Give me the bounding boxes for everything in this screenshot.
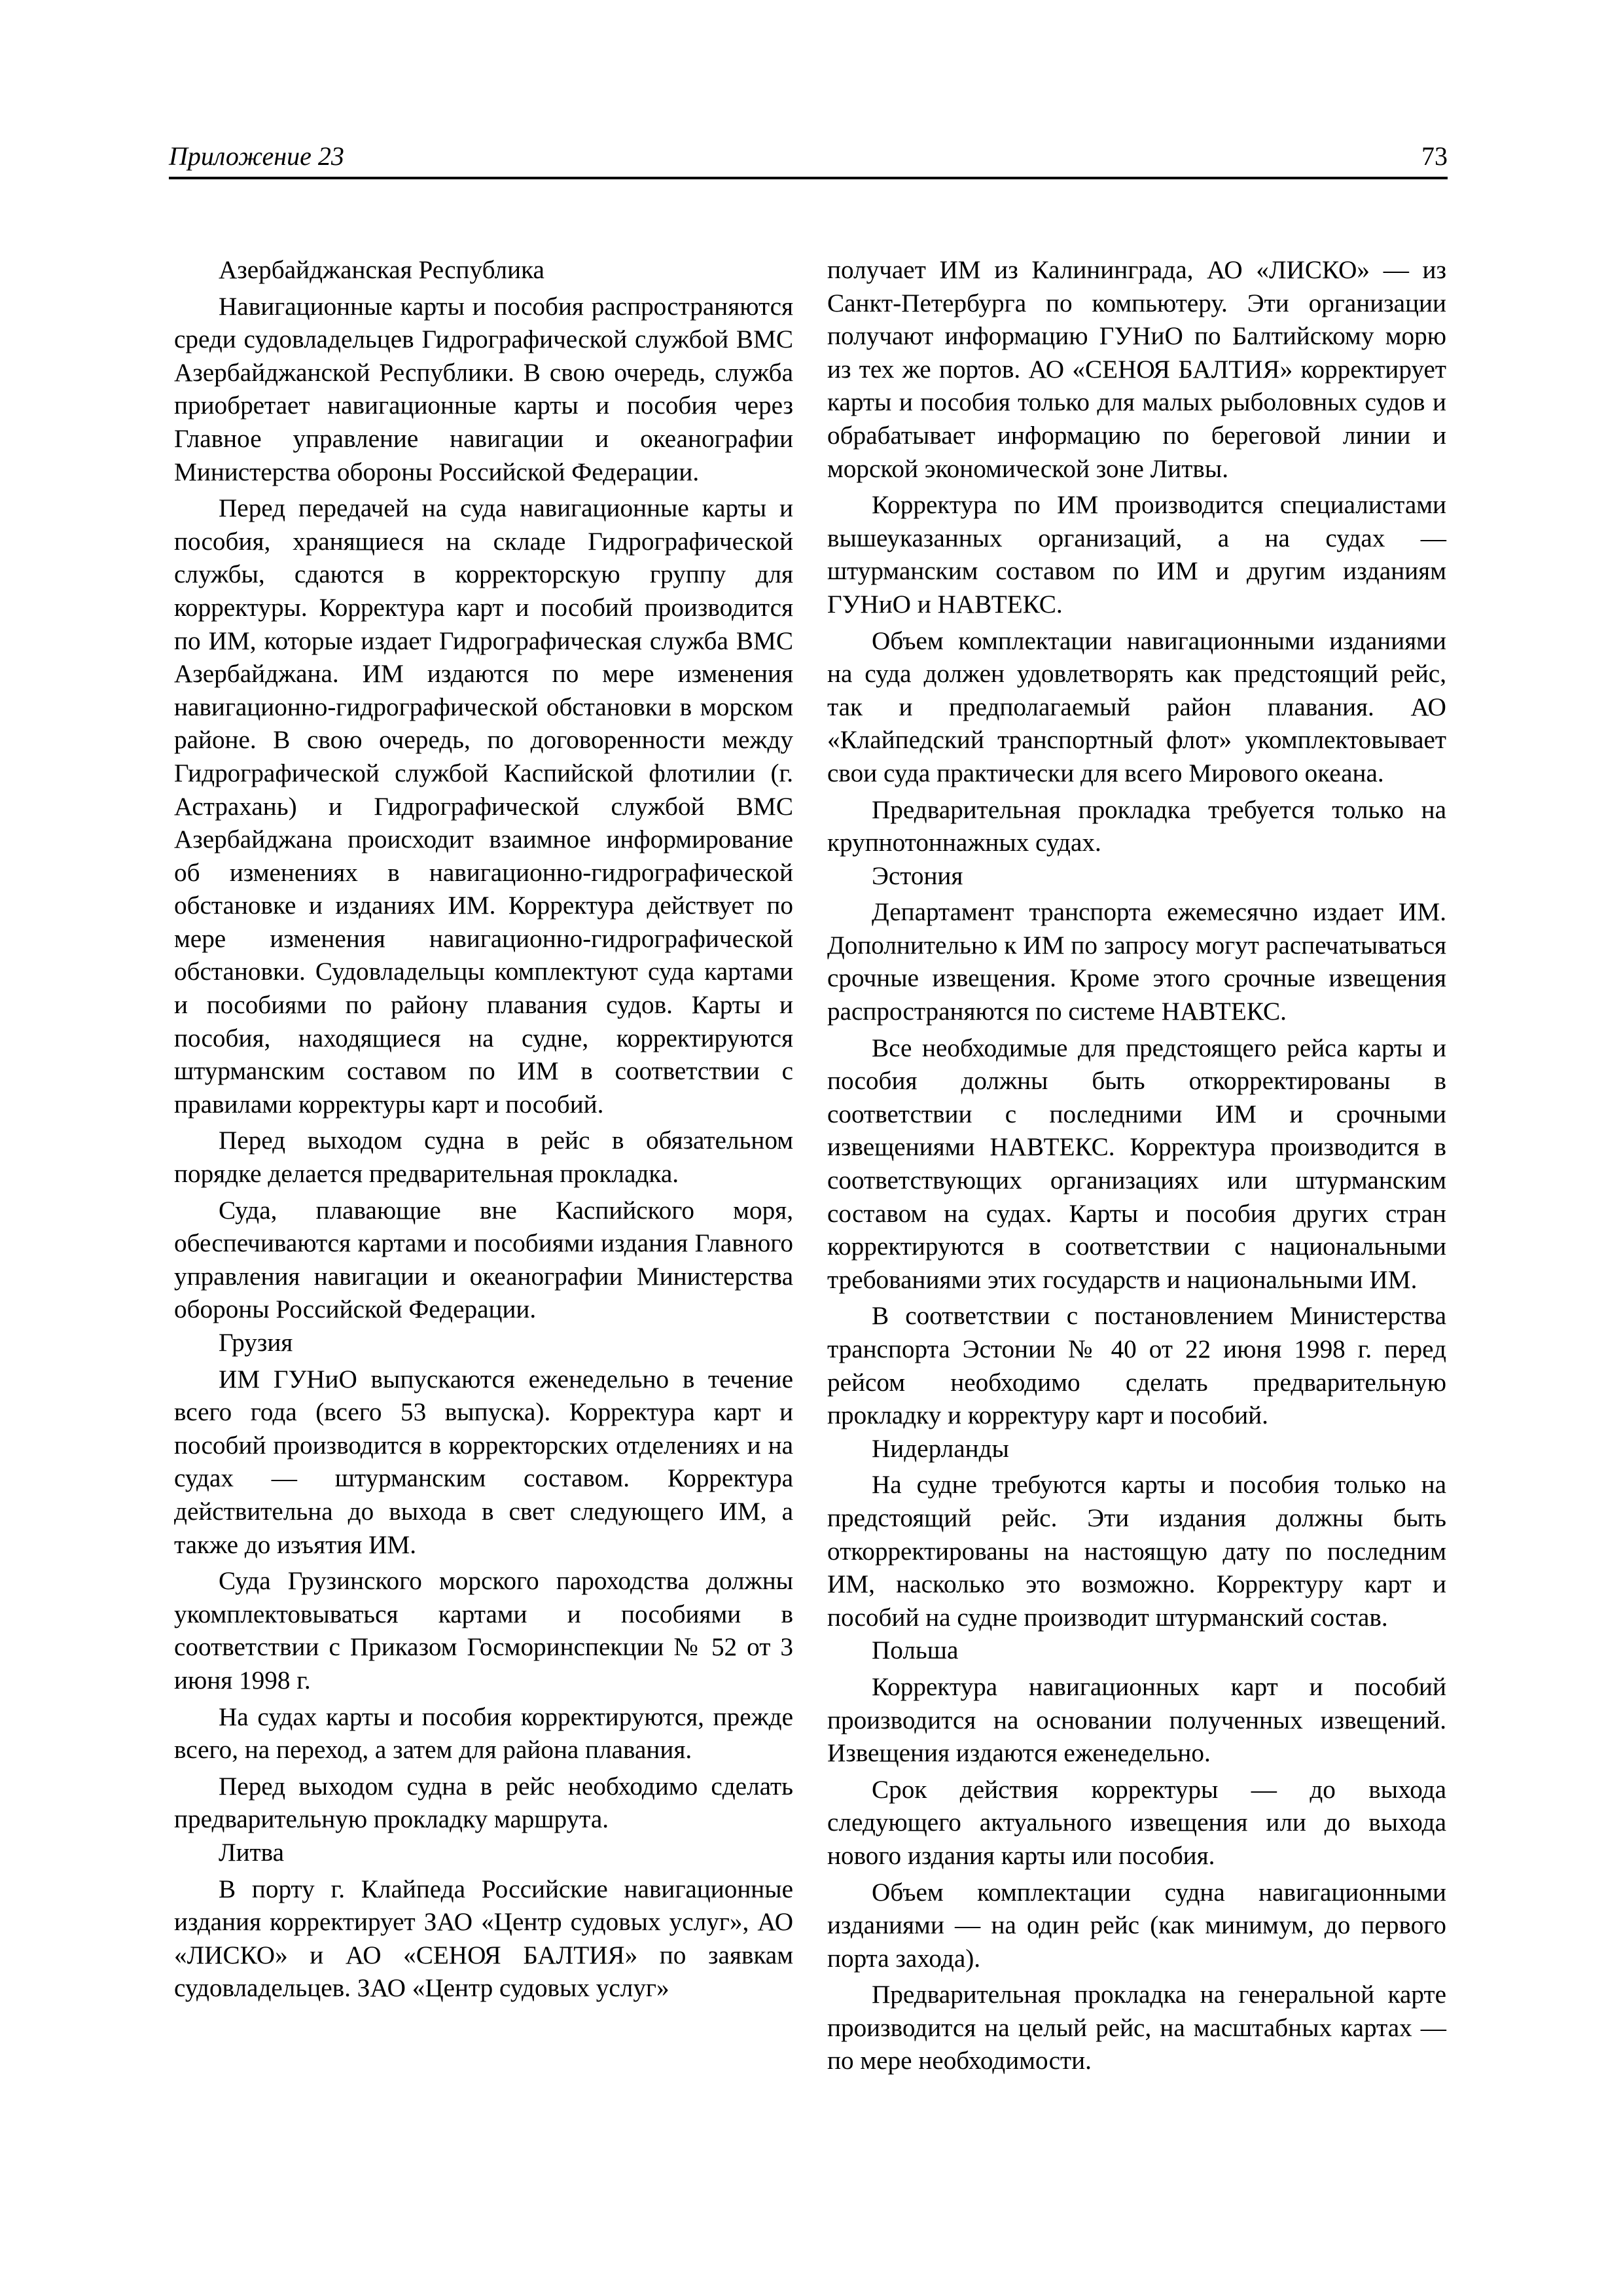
paragraph: Перед выходом судна в рейс необходимо сделать предварительную прокладку маршрута.	[174, 1772, 793, 1834]
paragraph: ИМ ГУНиО выпускаются еженедельно в течение всего года (всего 53 выпуска). Корректура карт и пособий производится в корректорских отделениях и на судах — штурманским составом. Корректура действительна до выхода в свет следующего ИМ, а также до изъятия ИМ.	[174, 1365, 793, 1559]
section-heading: Эстония	[872, 861, 963, 890]
paragraph: Навигационные карты и пособия распространяются среди судовладельцев Гидрографической службой ВМС Азербайджанской Республики. В свою очередь, служба приобретает навигационные карты и пособия через Главное управление навигации и океанографии Министерства обороны Российской Федерации.	[174, 292, 793, 486]
paragraph-continuation: получает ИМ из Калининграда, АО «ЛИСКО» — из Санкт-Петербурга по компьютеру. Эти организации получают информацию ГУНиО по Балтийскому морю из тех же портов. АО «СЕНОЯ БАЛТИЯ» корректирует карты и пособия только для малых рыболовных судов и обрабатывает информацию по береговой линии и морской экономической зоне Литвы.	[827, 256, 1446, 483]
section-heading: Польша	[872, 1636, 959, 1665]
paragraph: На судне требуются карты и пособия только на предстоящий рейс. Эти издания должны быть откорректированы на настоящую дату по последним ИМ, насколько это возможно. Корректуру карт и пособий на судне производит штурманский состав.	[827, 1471, 1446, 1632]
left-column	[174, 254, 793, 2005]
running-title: Приложение 23	[169, 141, 344, 171]
section-heading: Литва	[219, 1838, 285, 1867]
paragraph: На судах карты и пособия корректируются, прежде всего, на переход, а затем для района плавания.	[174, 1702, 793, 1765]
paragraph: Все необходимые для предстоящего рейса карты и пособия должны быть откорректированы в соответствии с последними ИМ и срочными извещениями НАВТЕКС. Корректура производится в соответствующих организациях или штурманским составом на судах. Карты и пособия других стран корректируются в соответствии с национальными требованиями этих государств и национальными ИМ.	[827, 1033, 1446, 1294]
paragraph: В порту г. Клайпеда Российские навигационные издания корректирует ЗАО «Центр судовых услуг», АО «ЛИСКО» и АО «СЕНОЯ БАЛТИЯ» по заявкам судовладельцев. ЗАО «Центр судовых услуг»	[174, 1874, 793, 2003]
paragraph: Предварительная прокладка на генеральной карте производится на целый рейс, на масштабных картах — по мере необходимости.	[827, 1981, 1446, 2075]
page-header	[169, 141, 1448, 179]
paragraph: Объем комплектации судна навигационными изданиями — на один рейс (как минимум, до первого порта захода).	[827, 1878, 1446, 1973]
right-column	[827, 254, 1446, 2078]
section-heading: Грузия	[219, 1329, 293, 1357]
section-heading: Азербайджанская Республика	[219, 256, 544, 284]
paragraph: В соответствии с постановлением Министерства транспорта Эстонии № 40 от 22 июня 1998 г. перед рейсом необходимо сделать предварительную прокладку и корректуру карт и пособий.	[827, 1302, 1446, 1430]
paragraph: Срок действия корректуры — до выхода следующего актуального извещения или до выхода нового издания карты или пособия.	[827, 1775, 1446, 1870]
paragraph: Корректура по ИМ производится специалистами вышеуказанных организаций, а на судах — штурманским составом по ИМ и другим изданиям ГУНиО и НАВТЕКС.	[827, 491, 1446, 619]
paragraph: Корректура навигационных карт и пособий производится на основании полученных извещений. Извещения издаются еженедельно.	[827, 1672, 1446, 1768]
paragraph: Суда, плавающие вне Каспийского моря, обеспечиваются картами и пособиями издания Главного управления навигации и океанографии Министерства обороны Российской Федерации.	[174, 1196, 793, 1324]
section-heading: Нидерланды	[872, 1434, 1009, 1463]
paragraph: Суда Грузинского морского пароходства должны укомплектовываться картами и пособиями в соответствии с Приказом Госморинспекции № 52 от 3 июня 1998 г.	[174, 1567, 793, 1695]
paragraph: Департамент транспорта ежемесячно издает ИМ. Дополнительно к ИМ по запросу могут распечатываться срочные извещения. Кроме этого срочные извещения распространяются по системе НАВТЕКС.	[827, 898, 1446, 1026]
paragraph: Предварительная прокладка требуется только на крупнотоннажных судах.	[827, 795, 1446, 857]
paragraph: Перед передачей на суда навигационные карты и пособия, хранящиеся на складе Гидрографической службы, сдаются в корректорскую группу для корректуры. Корректура карт и пособий производится по ИМ, которые издает Гидрографическая служба ВМС Азербайджана. ИМ издаются по мере изменения навигационно-гидрографической обстановки в морском районе. В свою очередь, по договоренности между Гидрографической службой Каспийской флотилии (г. Астрахань) и Гидрографической службой ВМС Азербайджана происходит взаимное информирование об изменениях в навигационно-гидрографической обстановке и изданиях ИМ. Корректура действует по мере изменения навигационно-гидрографической обстановки. Судовладельцы комплектуют суда картами и пособиями по району плавания судов. Карты и пособия, находящиеся на судне, корректируются штурманским составом по ИМ в соответствии с правилами корректуры карт и пособий.	[174, 494, 793, 1119]
page-number: 73	[1421, 141, 1448, 171]
paragraph: Перед выходом судна в рейс в обязательном порядке делается предварительная прокладка.	[174, 1126, 793, 1189]
paragraph: Объем комплектации навигационными изданиями на суда должен удовлетворять как предстоящий рейс, так и предполагаемый район плавания. АО «Клайпедский транспортный флот» укомплектовывает свои суда практически для всего Мирового океана.	[827, 626, 1446, 787]
